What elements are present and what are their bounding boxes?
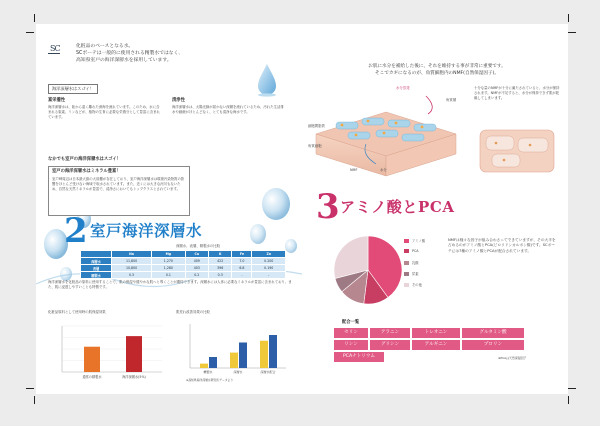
blend-note: ※PCAは天然保湿因子 [498, 356, 527, 360]
cell-closeup [478, 122, 556, 176]
info-box-body: 室戸岬周辺は日本最大級の大陸棚が存在しており、室戸海洋深層水は環境汚染物質の影響をほとんど受けない海域で取水されています。また、近くには大きな河川もないため、自然な天然ミネラルが豊富で、清浄さにおいてもトップクラスとされています。 [52, 177, 185, 191]
bar [260, 341, 268, 368]
chart-moisture-plot [48, 318, 166, 384]
nmf-text: NMFは様々な因子が組み合わさってできていますが、その大半を占めるのがアミノ酸とPCA(ピロリドンカルボン酸)です。SCボーテには7種のアミノ酸とPCAが配合されています。 [448, 238, 556, 253]
left-page [36, 24, 302, 394]
chart-roughness-title: 肌荒れ改善効果の比較 [176, 310, 210, 314]
chart-source: ※高知県海洋深層水研究所データより [186, 378, 234, 382]
amino-item: グリシン [370, 340, 410, 350]
label-cell: 角質細胞 [308, 144, 322, 148]
bar [200, 364, 208, 368]
table-row: 表層 10,800 1,280 403 396 6.8 0.190 [81, 265, 286, 272]
bar [269, 335, 277, 368]
amino-item: セリン [334, 328, 368, 338]
bar [239, 342, 247, 368]
right-page [302, 24, 568, 394]
table-caption: 深層水、表層、精製水の比較 [176, 244, 221, 248]
brand-logo: SC [50, 44, 60, 53]
pie-legend [404, 238, 444, 298]
section-number: 2 [64, 211, 88, 251]
highlight-title: 海洋深層水はスゴイ！ [48, 84, 98, 94]
label-moisture: 水分蒸発 [396, 86, 410, 90]
body-text-2: 海洋深層水を化粧品の原料に使用することで、肌の保湿や健やかな肌へと導くことが期待できます。深層水には人体に必要なミネラルが豊富に含まれており、また、肌に浸透しやすいことも特徴です。 [48, 280, 292, 289]
x-tick-label: 海洋深層水(5%) [122, 375, 146, 379]
x-tick-label: 深層水配合 [260, 370, 276, 374]
x-tick-label: 深層水 [233, 370, 243, 374]
section-heading-3: アミノ酸とPCA [340, 198, 455, 216]
legend-swatch [404, 283, 409, 287]
x-tick-label: 精製水 [203, 370, 213, 374]
amino-item: リシン [334, 340, 368, 350]
amino-item: アラニン [370, 328, 410, 338]
bar [84, 347, 100, 372]
legend-item: 乳酸 [404, 260, 419, 265]
legend-item: PCA [404, 249, 419, 253]
legend-swatch [404, 249, 409, 253]
bar [126, 336, 142, 372]
label-nmf: NMF [350, 168, 358, 172]
sec-a-body: 海洋深層水は、陸から遠く離れた深海を流れています。このため、水に含まれる窒素、リンなどが、植物の生育に必要な栄養分として豊富に含まれています。 [48, 105, 160, 119]
legend-swatch [404, 261, 409, 265]
nmf-pie-chart [332, 234, 404, 306]
amino-item: トレオニン [412, 328, 460, 338]
table-header-row: Na Mg Ca K Fe Zn [81, 251, 286, 258]
skin-note: 十分な量のNMFが十分に満たされていると、水分が保持されます。NMFが不足すると、水分が保持できず肌が乾燥してしまいます。 [474, 86, 560, 100]
bar [230, 353, 238, 368]
amino-grid [334, 328, 534, 374]
legend-item: 尿素 [404, 271, 419, 276]
info-box [48, 166, 190, 216]
skin-diagram [306, 84, 466, 178]
section-number-3: 3 [316, 187, 340, 227]
top-text: お肌に水分を補給した後に、それを維持する事が非常に重要です。 そこでカギになるのが、角質細胞内のNMF(自然保湿因子)。 [368, 64, 506, 76]
table-row: 深層水 11,800 1,270 409 422 7.0 0.200 [81, 258, 286, 265]
legend-item: アミノ酸 [404, 238, 425, 243]
mineral-table [80, 250, 286, 279]
water-drop-icon [256, 62, 278, 98]
amino-item: PCAナトリウム [334, 352, 384, 362]
amino-item: グルタミン酸 [462, 328, 524, 338]
amino-item: プロリン [462, 340, 524, 350]
info-box-title: 室戸の海洋深層水はミネラル豊富！ [52, 169, 121, 174]
sec-b-title: 清浄性 [172, 98, 185, 103]
sec-b-body: 海洋深層水は、太陽光線が届かない深層を流れているため、汚れた生活排水や細菌がほとんどなく、とても清浄な海水です。 [172, 105, 284, 114]
legend-swatch [404, 239, 409, 243]
legend-item: その他 [404, 282, 422, 287]
subhead: なかでも室戸の海洋深層水はスゴイ！ [48, 157, 121, 162]
sec-a-title: 富栄養性 [48, 98, 66, 103]
label-lipid: 細胞間脂質 [308, 124, 325, 128]
legend-swatch [404, 272, 409, 276]
section-heading: 室戸海洋深層水 [90, 221, 203, 240]
label-stratum: 角質層 [446, 98, 457, 102]
skin-illustration [306, 84, 466, 178]
x-tick-label: 通常の精製水 [82, 375, 102, 379]
bar [209, 357, 217, 368]
table-row: 精製水 0.3 0.1 0.2 0.3 - - [81, 272, 286, 279]
chart-moisture-title: 化粧品原料として使用時の肌保湿効果 [48, 310, 106, 314]
label-water: 水分 [380, 168, 387, 172]
chart-moisture [48, 310, 166, 384]
blend-title: 配合一覧 [342, 320, 360, 325]
chart-roughness [176, 310, 294, 384]
intro-text: 化粧品のベースとなる水。 SCボーテは一般的に使用される精製水ではなく、 高知県室戸の海洋深層水を採用しています。 [76, 44, 184, 63]
chart-roughness-plot [176, 318, 294, 378]
amino-item: アルギニン [412, 340, 460, 350]
